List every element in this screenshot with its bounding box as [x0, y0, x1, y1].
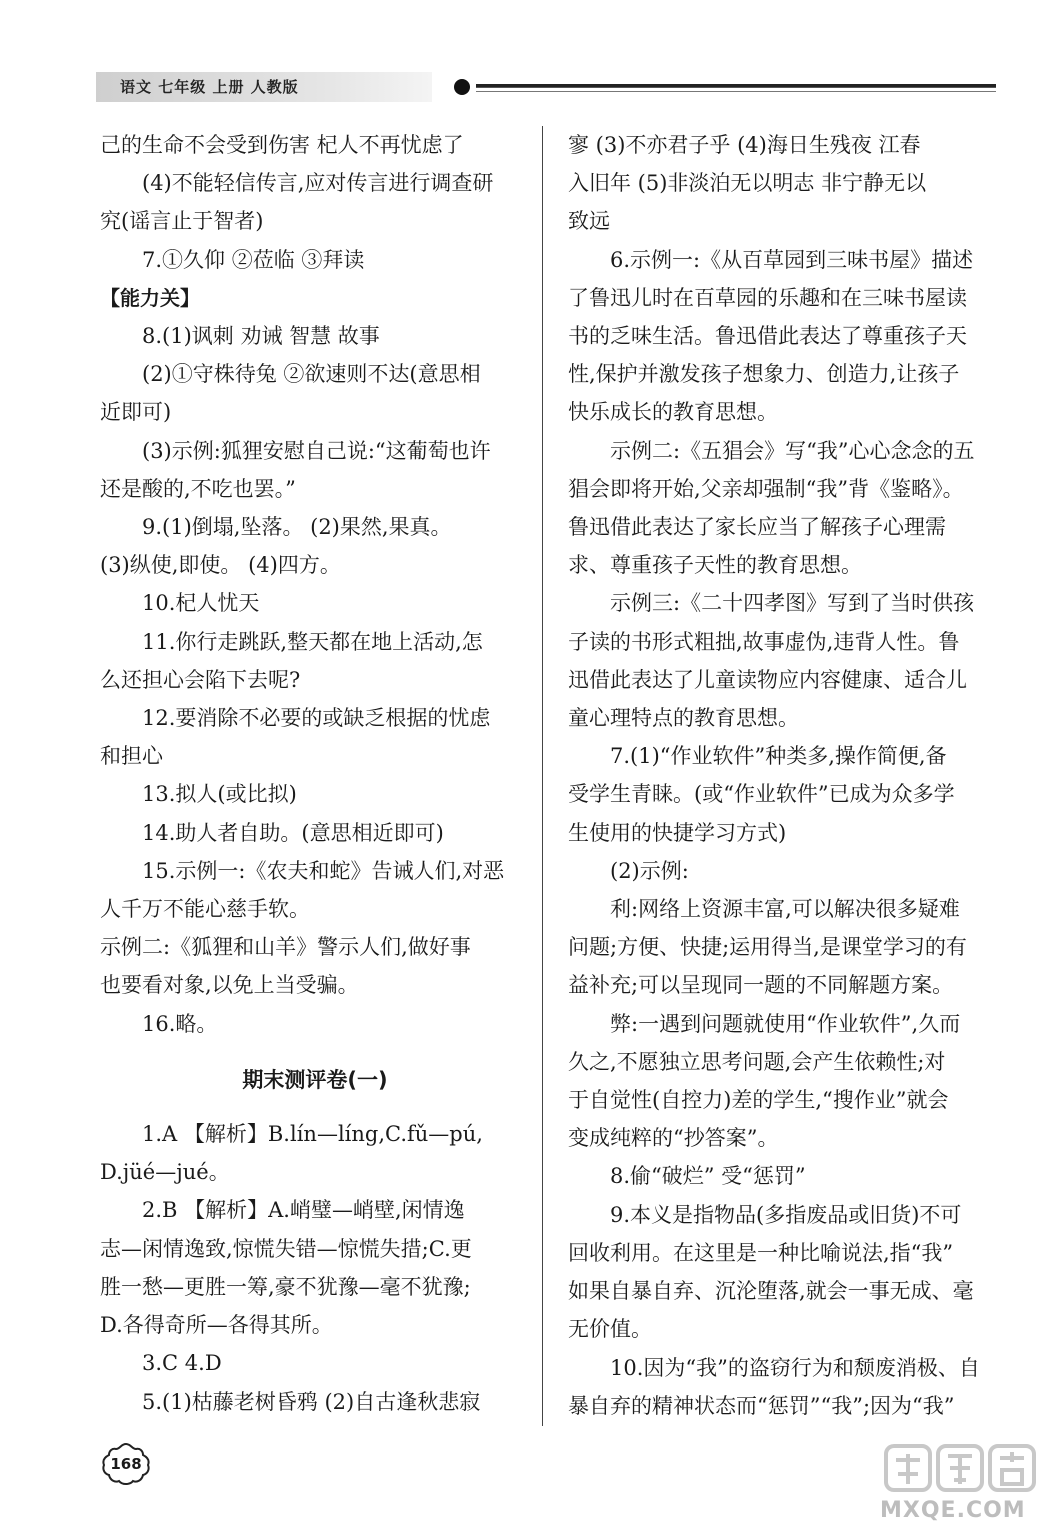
text-line: 变成纯粹的“抄答案”。	[568, 1126, 779, 1151]
column-divider	[542, 126, 543, 1426]
text-line: 15.示例一:《农夫和蛇》告诫人们,对恶	[142, 858, 505, 883]
text-line: 16.略。	[142, 1011, 218, 1036]
text-line: 12.要消除不必要的或缺乏根据的忧虑	[142, 706, 491, 731]
page-header	[96, 72, 996, 102]
text-line: 入旧年 (5)非淡泊无以明志 非宁静无以	[568, 171, 927, 196]
text-line: 1.A 【解析】B.lín—líng,C.fǔ—pú,	[142, 1122, 483, 1147]
text-line: 于自觉性(自控力)差的学生,“搜作业”就会	[568, 1088, 949, 1113]
text-line: 求、尊重孩子天性的教育思想。	[568, 553, 862, 578]
text-line: 久之,不愿独立思考问题,会产生依赖性;对	[568, 1049, 946, 1074]
text-line: 问题;方便、快捷;运用得当,是课堂学习的有	[568, 935, 967, 960]
text-line: 暴自弃的精神状态而“惩罚”“我”;因为“我”	[568, 1393, 955, 1418]
text-line: 如果自暴自弃、沉沦堕落,就会一事无成、毫	[568, 1279, 974, 1304]
section-label: 【能力关】	[100, 285, 200, 310]
text-line: 弊:一遇到问题就使用“作业软件”,久而	[610, 1011, 961, 1036]
text-line: 7.(1)“作业软件”种类多,操作简便,备	[610, 744, 947, 769]
text-line: 回收利用。在这里是一种比喻说法,指“我”	[568, 1240, 954, 1265]
text-line: 致远	[568, 209, 610, 234]
text-line: 性,保护并激发孩子想象力、创造力,让孩子	[568, 362, 960, 387]
text-line: 示例三:《二十四孝图》写到了当时供孩	[610, 591, 975, 616]
text-line: (3)示例:狐狸安慰自己说:“这葡萄也许	[142, 438, 491, 463]
text-line: 示例二:《狐狸和山羊》警示人们,做好事	[100, 935, 471, 960]
page-number: 168	[110, 1455, 142, 1473]
text-line: 子读的书形式粗拙,故事虚伪,违背人性。鲁	[568, 629, 960, 654]
text-line: 10.杞人忧天	[142, 591, 260, 616]
text-line: 9.(1)倒塌,坠落。 (2)果然,果真。	[142, 515, 452, 540]
text-line: 己的生命不会受到伤害 杞人不再忧虑了	[100, 133, 464, 157]
text-line: 2.B 【解析】A.峭璧—峭壁,闲情逸	[142, 1198, 465, 1223]
header-rule-thin	[476, 91, 996, 92]
text-line: 5.(1)枯藤老树昏鸦 (2)自古逢秋悲寂	[142, 1389, 481, 1414]
text-line: 寥 (3)不亦君子乎 (4)海日生残夜 江春	[568, 133, 921, 157]
text-line: (3)纵使,即使。 (4)四方。	[100, 553, 341, 578]
text-line: (4)不能轻信传言,应对传言进行调查研	[142, 171, 494, 196]
text-line: 10.因为“我”的盗窃行为和颓废消极、自	[610, 1355, 980, 1380]
text-line: D.各得奇所—各得其所。	[100, 1313, 333, 1338]
text-line: 快乐成长的教育思想。	[568, 400, 778, 425]
text-line: 书的乏味生活。鲁迅借此表达了尊重孩子天	[568, 324, 967, 349]
text-line: 人千万不能心慈手软。	[100, 897, 310, 922]
text-line: 究(谣言止于智者)	[100, 209, 264, 234]
text-line: 8.(1)讽刺 劝诫 智慧 故事	[142, 324, 380, 349]
text-line: 生使用的快捷学习方式)	[568, 820, 787, 845]
text-line: 迅借此表达了儿童读物应内容健康、适合儿	[568, 667, 967, 692]
right-column	[568, 126, 998, 1425]
text-line: (2)示例:	[610, 858, 689, 883]
text-line: 还是酸的,不吃也罢。”	[100, 476, 296, 501]
header-dot-icon	[454, 79, 470, 95]
text-line: 14.助人者自助。(意思相近即可)	[142, 820, 444, 845]
text-line: 益补充;可以呈现同一题的不同解题方案。	[568, 973, 954, 998]
text-line: 受学生青睐。(或“作业软件”已成为众多学	[568, 782, 955, 807]
text-line: D.jüé—jué。	[100, 1160, 230, 1185]
text-line: (2)①守株待兔 ②欲速则不达(意思相	[142, 362, 481, 387]
text-line: 么还担心会陷下去呢?	[100, 667, 301, 692]
text-line: 猖会即将开始,父亲却强制“我”背《鉴略》。	[568, 476, 964, 501]
watermark-logo-icon	[880, 1440, 1040, 1500]
left-column	[100, 126, 530, 1421]
text-line: 鲁迅借此表达了家长应当了解孩子心理需	[568, 515, 946, 540]
text-line: 无价值。	[568, 1317, 652, 1342]
text-line: 利:网络上资源丰富,可以解决很多疑难	[610, 897, 960, 922]
text-line: 胜一愁—更胜一筹,豪不犹豫—毫不犹豫;	[100, 1274, 471, 1299]
text-line: 志—闲情逸致,惊慌失错—惊慌失措;C.更	[100, 1236, 472, 1261]
text-line: 6.示例一:《从百草园到三味书屋》描述	[610, 247, 974, 272]
header-label: 语文 七年级 上册 人教版	[96, 72, 432, 102]
text-line: 和担心	[100, 744, 163, 769]
text-line: 7.①久仰 ②莅临 ③拜读	[142, 247, 365, 272]
header-rule	[476, 84, 996, 88]
page-number-badge	[100, 1442, 152, 1486]
text-line: 近即可)	[100, 400, 172, 425]
watermark	[880, 1440, 1040, 1530]
watermark-text: MXQE.COM	[880, 1498, 1026, 1523]
text-line: 11.你行走跳跃,整天都在地上活动,怎	[142, 629, 483, 654]
text-line: 了鲁迅儿时在百草园的乐趣和在三味书屋读	[568, 285, 967, 310]
text-line: 9.本义是指物品(多指废品或旧货)不可	[610, 1202, 962, 1227]
text-line: 童心理特点的教育思想。	[568, 706, 799, 731]
text-line: 也要看对象,以免上当受骗。	[100, 973, 359, 998]
text-line: 示例二:《五猖会》写“我”心心念念的五	[610, 438, 975, 463]
text-line: 13.拟人(或比拟)	[142, 782, 297, 807]
text-line: 3.C 4.D	[142, 1351, 222, 1376]
section-heading: 期末测评卷(一)	[242, 1067, 388, 1092]
text-line: 8.偷“破烂” 受“惩罚”	[610, 1164, 806, 1189]
